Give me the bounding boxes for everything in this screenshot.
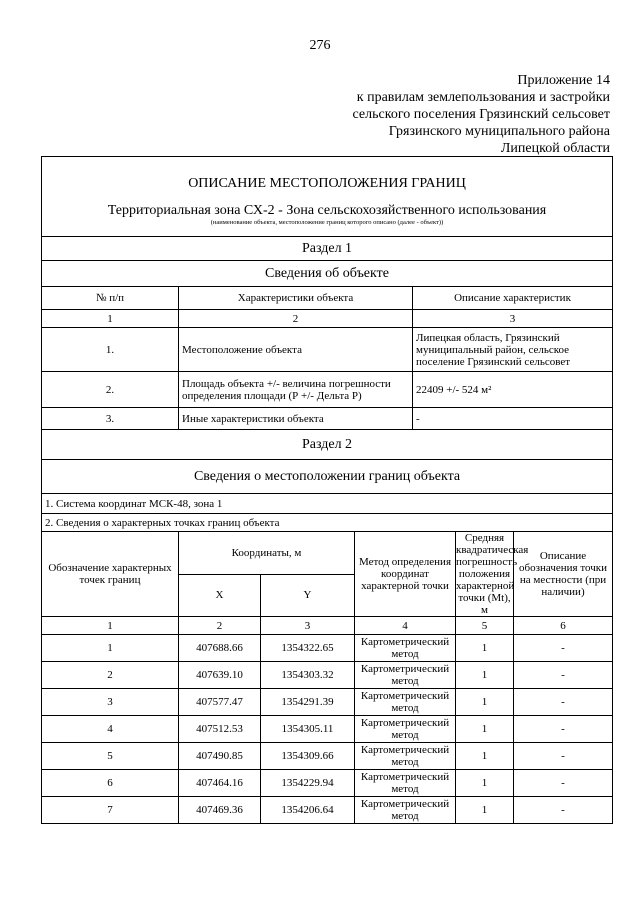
point-method: Картометрический метод bbox=[355, 716, 456, 743]
point-method: Картометрический метод bbox=[355, 770, 456, 797]
section-2-label: Раздел 2 bbox=[42, 430, 613, 460]
point-desc: - bbox=[514, 797, 613, 824]
t2-header-y: Y bbox=[261, 574, 355, 617]
point-x: 407512.53 bbox=[179, 716, 261, 743]
point-x: 407490.85 bbox=[179, 743, 261, 770]
t2-header-coords: Координаты, м bbox=[179, 532, 355, 575]
point-desc: - bbox=[514, 770, 613, 797]
t2-header-method: Метод определения координат характерной точки bbox=[355, 532, 456, 617]
t1-header-description: Описание характеристик bbox=[413, 287, 613, 310]
t1-row-num: 1. bbox=[42, 328, 179, 372]
appendix-line: Приложение 14 bbox=[517, 73, 610, 88]
page-number: 276 bbox=[309, 38, 331, 53]
t1-row-num: 3. bbox=[42, 408, 179, 430]
t1-header-characteristic: Характеристики объекта bbox=[179, 287, 413, 310]
point-id: 1 bbox=[42, 635, 179, 662]
point-y: 1354229.94 bbox=[261, 770, 355, 797]
table-row bbox=[42, 797, 613, 824]
table-row bbox=[42, 689, 613, 716]
point-y: 1354305.11 bbox=[261, 716, 355, 743]
t2-colnum: 2 bbox=[179, 617, 261, 635]
coordinate-system: 1. Система координат МСК-48, зона 1 bbox=[42, 494, 613, 514]
t2-header-designation: Обозначение характерных точек границ bbox=[42, 532, 179, 617]
section-2-title: Сведения о местоположении границ объекта bbox=[42, 460, 613, 494]
t2-header-x: X bbox=[179, 574, 261, 617]
point-x: 407464.16 bbox=[179, 770, 261, 797]
point-mt: 1 bbox=[456, 797, 514, 824]
table-row bbox=[42, 635, 613, 662]
point-method: Картометрический метод bbox=[355, 743, 456, 770]
t1-header-num: № п/п bbox=[42, 287, 179, 310]
appendix-header bbox=[353, 72, 610, 157]
point-method: Картометрический метод bbox=[355, 797, 456, 824]
point-y: 1354322.65 bbox=[261, 635, 355, 662]
point-desc: - bbox=[514, 662, 613, 689]
point-mt: 1 bbox=[456, 662, 514, 689]
point-id: 4 bbox=[42, 716, 179, 743]
section-1-title: Сведения об объекте bbox=[42, 261, 613, 287]
boundary-description-table bbox=[41, 156, 613, 824]
point-method: Картометрический метод bbox=[355, 662, 456, 689]
point-x: 407639.10 bbox=[179, 662, 261, 689]
point-y: 1354309.66 bbox=[261, 743, 355, 770]
point-method: Картометрический метод bbox=[355, 689, 456, 716]
doc-title: ОПИСАНИЕ МЕСТОПОЛОЖЕНИЯ ГРАНИЦ bbox=[188, 175, 466, 191]
t1-colnum: 1 bbox=[42, 310, 179, 328]
point-y: 1354303.32 bbox=[261, 662, 355, 689]
point-id: 2 bbox=[42, 662, 179, 689]
point-id: 5 bbox=[42, 743, 179, 770]
table-row bbox=[42, 770, 613, 797]
t1-row-name: Площадь объекта +/- величина погрешности определения площади (Р +/- Дельта Р) bbox=[179, 372, 413, 408]
points-title: 2. Сведения о характерных точках границ объекта bbox=[42, 514, 613, 532]
point-y: 1354206.64 bbox=[261, 797, 355, 824]
point-id: 6 bbox=[42, 770, 179, 797]
point-method: Картометрический метод bbox=[355, 635, 456, 662]
t2-header-accuracy: Средняя квадратическая погрешность положения характерной точки (Mt), м bbox=[456, 532, 529, 616]
title-block bbox=[42, 157, 613, 237]
point-y: 1354291.39 bbox=[261, 689, 355, 716]
appendix-line: сельского поселения Грязинский сельсовет bbox=[352, 107, 610, 122]
appendix-line: к правилам землепользования и застройки bbox=[356, 90, 610, 105]
table-row bbox=[42, 743, 613, 770]
point-x: 407688.66 bbox=[179, 635, 261, 662]
t2-colnum: 5 bbox=[456, 617, 514, 635]
t1-row-value: Липецкая область, Грязинский муниципальный район, сельское поселение Грязинский сельсовет bbox=[413, 328, 613, 372]
table-row bbox=[42, 662, 613, 689]
point-desc: - bbox=[514, 716, 613, 743]
point-x: 407469.36 bbox=[179, 797, 261, 824]
point-desc: - bbox=[514, 635, 613, 662]
point-id: 3 bbox=[42, 689, 179, 716]
point-x: 407577.47 bbox=[179, 689, 261, 716]
table-row bbox=[42, 716, 613, 743]
appendix-line: Грязинского муниципального района bbox=[388, 124, 610, 139]
t2-colnum: 6 bbox=[514, 617, 613, 635]
zone-name: Территориальная зона СХ-2 - Зона сельскохозяйственного использования bbox=[107, 202, 547, 218]
t1-row-value: - bbox=[413, 408, 613, 430]
t1-row-num: 2. bbox=[42, 372, 179, 408]
appendix-line: Липецкой области bbox=[500, 141, 610, 156]
zone-note: (наименование объекта, местоположение границ которого описано (далее - объект)) bbox=[210, 218, 444, 226]
t2-header-description: Описание обозначения точки на местности (при наличии) bbox=[514, 532, 613, 617]
point-mt: 1 bbox=[456, 716, 514, 743]
point-mt: 1 bbox=[456, 689, 514, 716]
point-mt: 1 bbox=[456, 743, 514, 770]
t1-row-name: Местоположение объекта bbox=[179, 328, 413, 372]
point-mt: 1 bbox=[456, 770, 514, 797]
t1-row-name: Иные характеристики объекта bbox=[179, 408, 413, 430]
section-1-label: Раздел 1 bbox=[42, 237, 613, 261]
point-desc: - bbox=[514, 689, 613, 716]
point-mt: 1 bbox=[456, 635, 514, 662]
t1-row-value: 22409 +/- 524 м² bbox=[413, 372, 613, 408]
t2-colnum: 1 bbox=[42, 617, 179, 635]
t2-colnum: 3 bbox=[261, 617, 355, 635]
t1-colnum: 3 bbox=[413, 310, 613, 328]
point-id: 7 bbox=[42, 797, 179, 824]
t1-colnum: 2 bbox=[179, 310, 413, 328]
t2-colnum: 4 bbox=[355, 617, 456, 635]
point-desc: - bbox=[514, 743, 613, 770]
